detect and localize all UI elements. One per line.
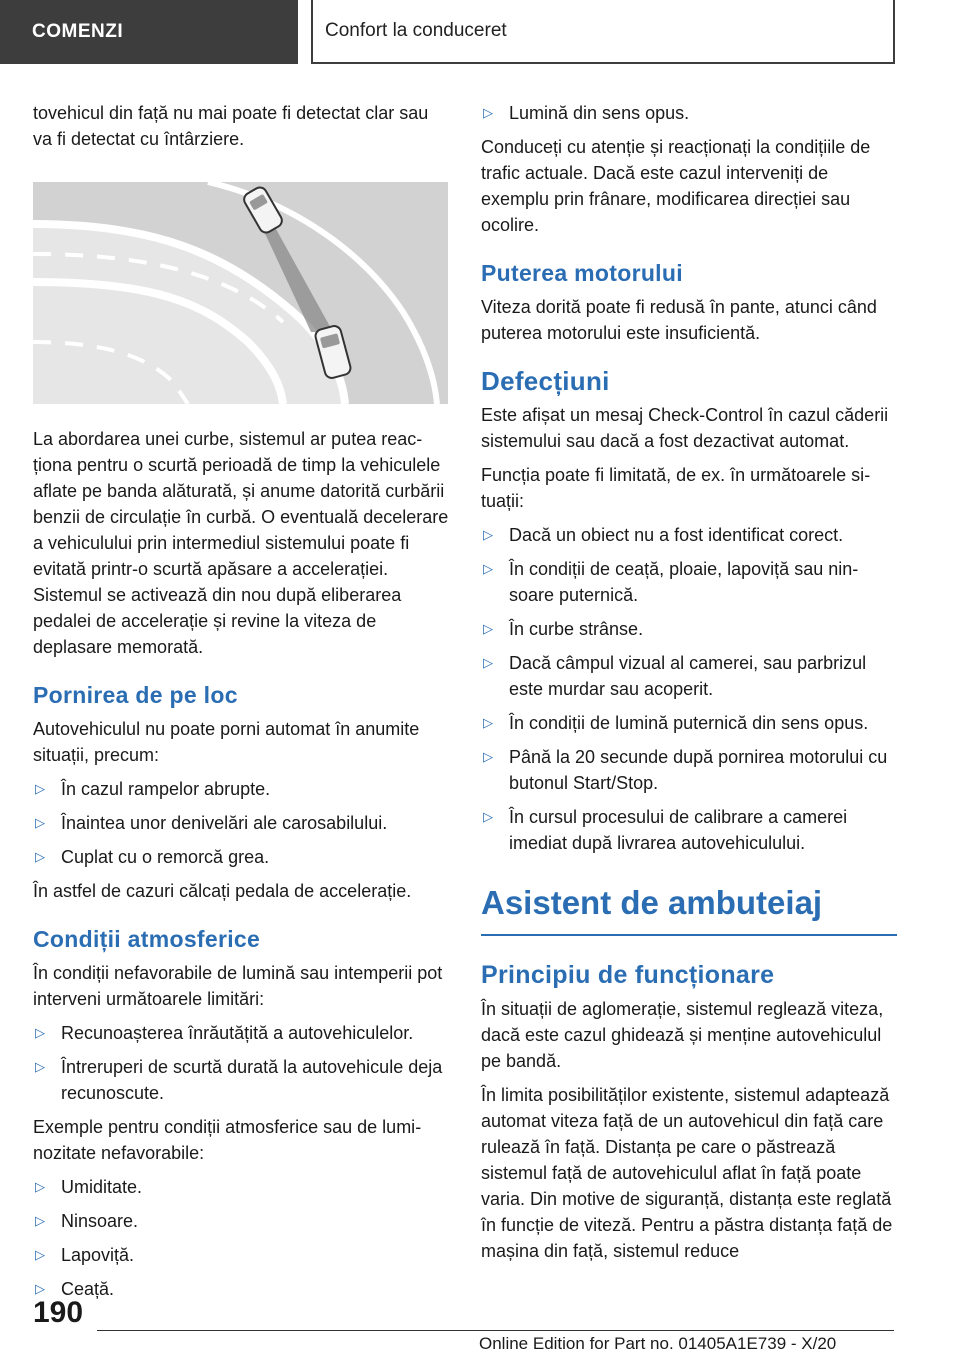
list-item: ▷ Ninsoare. [33,1208,449,1234]
faults-paragraph-1: Este afișat un mesaj Check-Control în cazul căderii sistemului sau dacă a fost dezactivat automat. [481,405,889,451]
engine-heading: Puterea motorului [481,260,683,286]
triangle-bullet-icon: ▷ [483,749,493,764]
start-paragraph: Autovehiculul nu poate porni automat în anumite situații, precum: [33,719,420,765]
list-item: ▷ Lapoviță. [33,1242,449,1268]
list-item: ▷ Lumină din sens opus. [481,100,897,126]
weather-list [33,1020,449,1106]
list-item: ▷ În cazul rampelor abrupte. [33,776,449,802]
triangle-bullet-icon: ▷ [483,105,493,120]
triangle-bullet-icon: ▷ [35,781,45,796]
edition-note: Online Edition for Part no. 01405A1E739 - X/20 [479,1334,837,1353]
drive-paragraph: Conduceți cu atenție și reacționați la condițiile de trafic actuale. Dacă este cazul interveniți de exemplu prin frânare, modificarea direcției sau ocolire. [481,137,871,235]
footer-divider [97,1330,894,1331]
triangle-bullet-icon: ▷ [35,1247,45,1262]
curve-paragraph: La abordarea unei curbe, sistemul ar putea reacționa pentru o scurtă perioadă de timp la vehiculele aflate pe banda alăturată, și anume datorită curbării benzii de circulație în curbă. O eventuală decelerare a vehiculului prin intermediul sistemului poate fi evitată printr-o scurtă apăsare a accelerației. Sistemul se activează din nou după eliberarea pedalei de accelerație și revine la viteza de deplasare memorată. [33,429,449,657]
list-item: ▷ Până la 20 secunde după pornirea motorului cu butonul Start/Stop. [481,744,897,796]
triangle-bullet-icon: ▷ [35,849,45,864]
triangle-bullet-icon: ▷ [35,1179,45,1194]
faults-paragraph-2: Funcția poate fi limitată, de ex. în următoarele situații: [481,465,871,511]
triangle-bullet-icon: ▷ [483,621,493,636]
start-list [33,776,449,870]
continued-list [481,100,897,126]
triangle-bullet-icon: ▷ [35,815,45,830]
list-item: ▷ Umiditate. [33,1174,449,1200]
weather-examples-list [33,1174,449,1302]
weather-examples-paragraph: Exemple pentru condiții atmosferice sau de luminozitate nefavorabile: [33,1117,422,1163]
triangle-bullet-icon: ▷ [35,1059,45,1074]
section-title: COMENZI [32,21,124,42]
triangle-bullet-icon: ▷ [483,655,493,670]
list-item: ▷ În curbe strânse. [481,616,897,642]
chapter-header [311,0,895,64]
weather-paragraph: În condiții nefavorabile de lumină sau intemperii pot interveni următoarele limitări: [33,963,443,1009]
list-item: ▷ Dacă câmpul vizual al camerei, sau parbrizul este murdar sau acoperit. [481,650,897,702]
list-item: ▷ Cuplat cu o remorcă grea. [33,844,449,870]
principle-heading: Principiu de funcționare [481,961,775,989]
principle-paragraph-2: În limita posibilităților existente, sistemul adaptează automat viteza față de un autovehicul din față care rulează în față. Distanța pe care o păstrează sistemul față de autovehiculul aflat în față poate varia. Din motive de siguranță, distanța este reglată în funcție de viteză. Pentru a păstra distanța față de mașina din față, sistemul reduce [481,1085,893,1261]
list-item: ▷ Recunoașterea înrăutățită a autovehiculelor. [33,1020,449,1046]
faults-heading: Defecțiuni [481,366,610,396]
jam-assistant-heading: Asistent de ambuteiaj [481,882,897,936]
triangle-bullet-icon: ▷ [483,715,493,730]
engine-paragraph: Viteza dorită poate fi redusă în pante, atunci când puterea motorului este insuficientă. [481,297,877,343]
start-after-paragraph: În astfel de cazuri călcați pedala de accelerație. [33,881,412,901]
list-item: ▷ În condiții de lumină puternică din sens opus. [481,710,897,736]
page-number: 190 [33,1296,84,1329]
weather-heading: Condiții atmosferice [33,926,261,952]
list-item: ▷ Ceață. [33,1276,449,1302]
triangle-bullet-icon: ▷ [35,1025,45,1040]
start-heading: Pornirea de pe loc [33,682,238,708]
list-item: ▷ Dacă un obiect nu a fost identificat corect. [481,522,897,548]
triangle-bullet-icon: ▷ [35,1213,45,1228]
triangle-bullet-icon: ▷ [483,809,493,824]
section-tab [0,0,298,64]
curve-illustration [33,182,448,404]
intro-paragraph: tovehicul din față nu mai poate fi detectat clar sau va fi detectat cu întârziere. [33,103,429,149]
list-item: ▷ Întreruperi de scurtă durată la autovehicule deja recunoscute. [33,1054,449,1106]
right-column [481,100,897,1272]
left-column [33,100,449,1310]
list-item: ▷ În condiții de ceață, ploaie, lapoviță sau ninsoare puternică. [481,556,897,608]
triangle-bullet-icon: ▷ [483,561,493,576]
faults-list [481,522,897,856]
principle-paragraph-1: În situații de aglomerație, sistemul reglează viteza, dacă este cazul ghidează și menține autovehiculul pe bandă. [481,999,884,1071]
chapter-title: Confort la conduceret [325,20,507,41]
triangle-bullet-icon: ▷ [35,1281,45,1296]
list-item: ▷ În cursul procesului de calibrare a camerei imediat după livrarea autovehiculului. [481,804,897,856]
list-item: ▷ Înaintea unor denivelări ale carosabilului. [33,810,449,836]
triangle-bullet-icon: ▷ [483,527,493,542]
